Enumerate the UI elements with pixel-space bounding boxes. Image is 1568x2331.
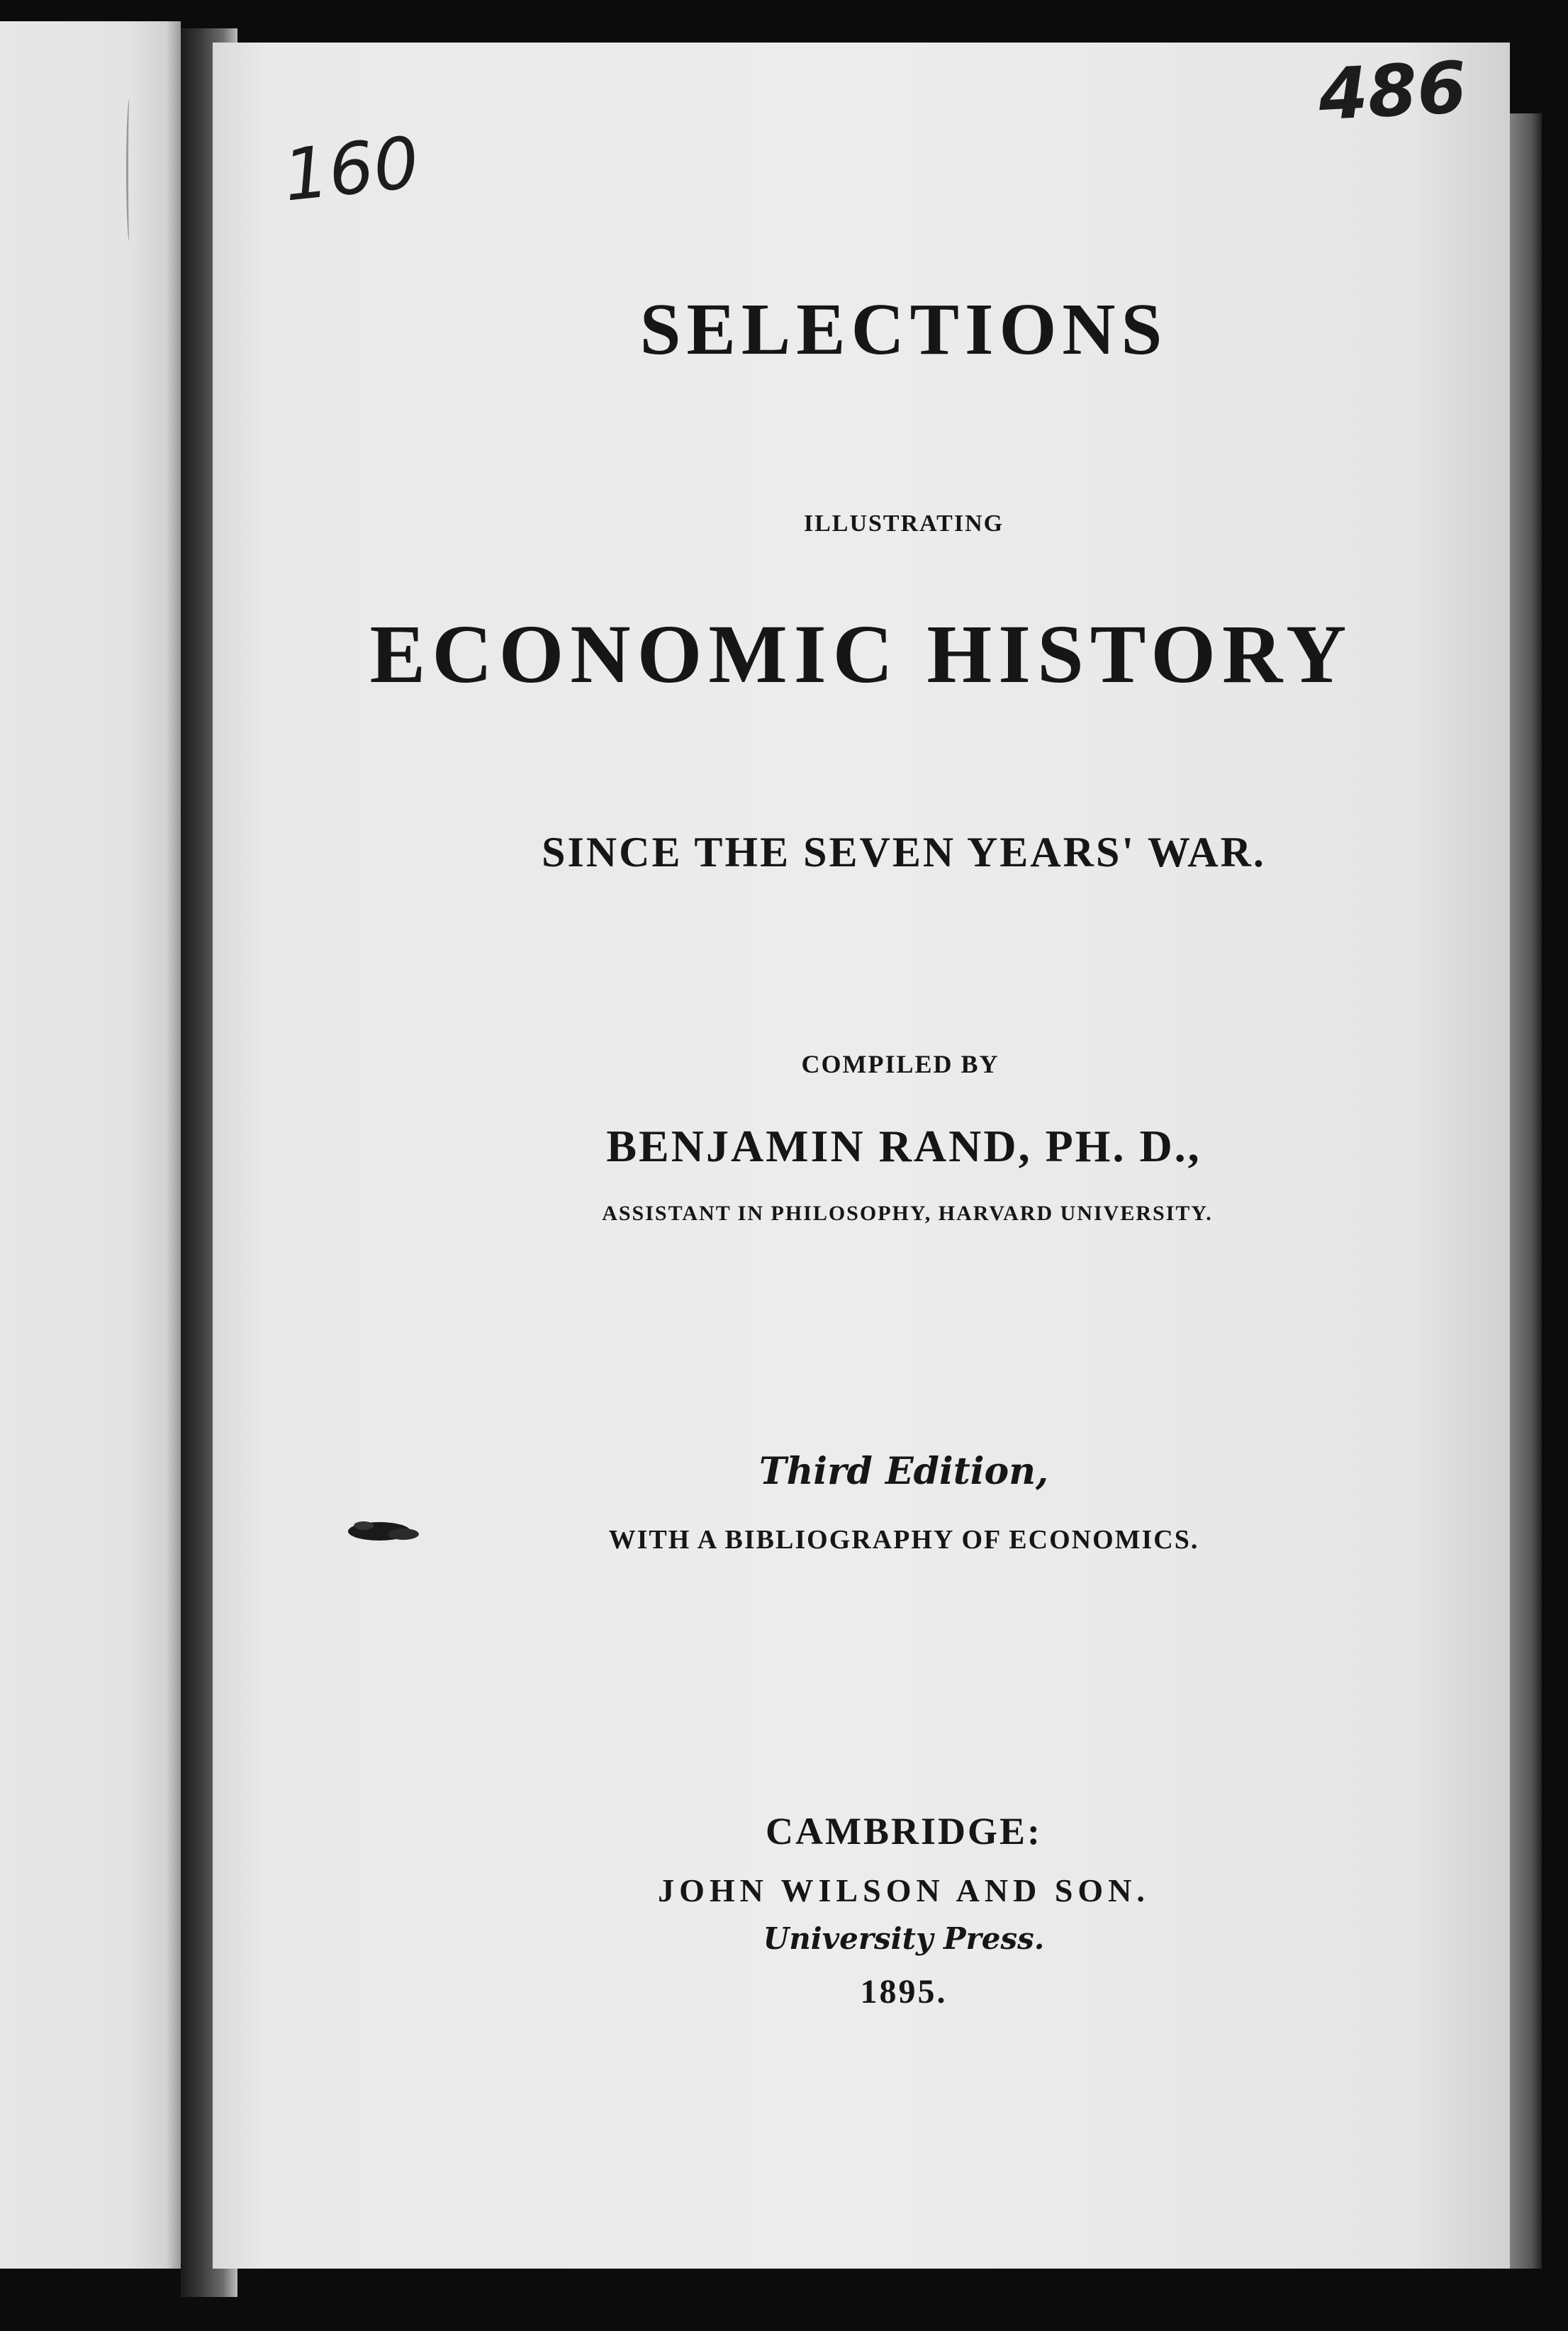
supplement-note: WITH A BIBLIOGRAPHY OF ECONOMICS. [608, 1525, 1199, 1555]
publication-place: CAMBRIDGE: [766, 1810, 1042, 1852]
page-crease [126, 99, 133, 241]
title-page [213, 43, 1510, 2269]
book-title: SELECTIONS [639, 289, 1168, 370]
publisher-name: JOHN WILSON AND SON. [658, 1872, 1150, 1908]
handwritten-number-right: 486 [1316, 45, 1469, 137]
edition-label: Third Edition, [758, 1450, 1049, 1493]
author-position: ASSISTANT IN PHILOSOPHY, HARVARD UNIVERSITY. [602, 1202, 1213, 1225]
author-name: BENJAMIN RAND, PH. D., [606, 1121, 1202, 1171]
ink-smudge [344, 1516, 422, 1550]
handwritten-number-left: 160 [279, 121, 423, 218]
book-subject: ECONOMIC HISTORY [369, 608, 1353, 700]
book-period: SINCE THE SEVEN YEARS' WAR. [542, 829, 1266, 876]
title-connector: ILLUSTRATING [803, 510, 1004, 537]
facing-page [0, 21, 181, 2269]
press-name: University Press. [763, 1921, 1045, 1956]
compiled-by-label: COMPILED BY [801, 1050, 999, 1078]
publication-year: 1895. [860, 1973, 948, 2011]
